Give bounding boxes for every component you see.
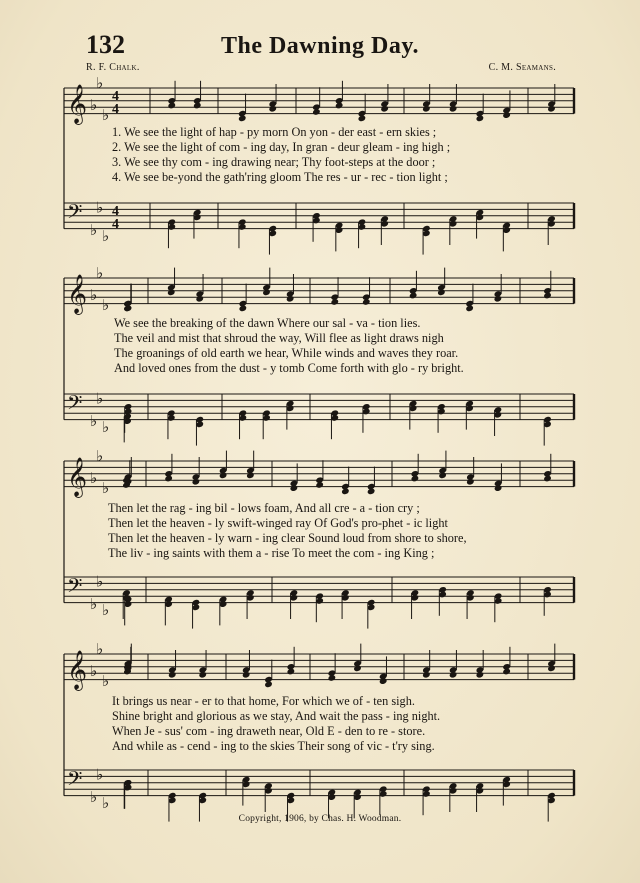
flat-icon: ♭	[90, 594, 98, 613]
note-head	[449, 105, 458, 113]
flat-icon: ♭	[90, 96, 98, 115]
treble-clef-icon: 𝄞	[67, 274, 88, 314]
note-head	[239, 305, 248, 313]
note-head	[290, 484, 299, 492]
note-head	[494, 295, 503, 303]
lyric-line: The groanings of old earth we hear, While winds and waves they roar.	[114, 346, 459, 360]
note-head	[262, 289, 271, 297]
note-head	[330, 298, 339, 306]
copyright-notice: Copyright, 1906, by Chas. H. Woodman.	[238, 814, 402, 824]
note-head	[380, 105, 389, 113]
note-head	[246, 472, 255, 480]
flat-icon: ♭	[96, 572, 104, 591]
note-head	[264, 681, 273, 689]
note-head	[192, 478, 201, 486]
flat-icon: ♭	[90, 411, 98, 430]
note-head	[287, 668, 296, 676]
note-head	[123, 305, 132, 313]
flat-icon: ♭	[96, 263, 104, 282]
note-head	[502, 111, 511, 119]
lyric-line: Then let the heaven - ly swift-winged ray Of God's pro-phet - ic light	[108, 516, 448, 530]
note-head	[164, 475, 173, 483]
note-head	[422, 671, 431, 679]
note-head	[476, 671, 485, 679]
hymn-title: The Dawning Day.	[220, 33, 420, 59]
treble-clef-icon: 𝄞	[67, 84, 88, 124]
note-head	[341, 488, 350, 496]
note-head	[502, 668, 511, 676]
lyric-line: 1. We see the light of hap - py morn On yon - der east - ern skies ;	[112, 125, 437, 139]
flat-icon: ♭	[102, 105, 110, 124]
note-head	[438, 472, 447, 480]
flat-icon: ♭	[102, 227, 110, 246]
flat-icon: ♭	[102, 295, 110, 314]
bass-clef-icon: 𝄢	[67, 574, 83, 602]
note-head	[547, 665, 556, 673]
flat-icon: ♭	[102, 418, 110, 437]
note-head	[367, 488, 376, 496]
flat-icon: ♭	[96, 389, 104, 408]
note-head	[494, 484, 503, 492]
lyric-line: When Je - sus' com - ing draweth near, Old E - den to re - store.	[112, 724, 426, 738]
lyricist-credit: R. F. Chalk.	[86, 62, 140, 73]
note-head	[167, 102, 176, 110]
time-signature: 4	[112, 89, 119, 104]
note-head	[286, 295, 295, 303]
note-head	[312, 108, 321, 116]
note-head	[379, 677, 388, 685]
flat-icon: ♭	[102, 794, 110, 813]
note-head	[465, 305, 474, 313]
note-head	[315, 481, 324, 489]
note-head	[409, 292, 418, 300]
time-signature: 4	[112, 217, 119, 232]
lyric-line: 4. We see be-yond the gath'ring gloom The res - ur - rec - tion light ;	[112, 170, 448, 184]
flat-icon: ♭	[96, 73, 104, 92]
note-head	[353, 665, 362, 673]
note-head	[476, 115, 485, 123]
note-head	[195, 295, 204, 303]
lyric-line: And while as - cend - ing to the skies Their song of vic - t'ry sing.	[112, 739, 435, 753]
flat-icon: ♭	[90, 286, 98, 305]
lyric-line: Then let the heaven - ly warn - ing clear Sound loud from shore to shore,	[108, 531, 467, 545]
bass-clef-icon: 𝄢	[67, 391, 83, 419]
treble-clef-icon: 𝄞	[67, 650, 88, 690]
flat-icon: ♭	[102, 671, 110, 690]
note-head	[547, 105, 556, 113]
flat-icon: ♭	[90, 220, 98, 239]
note-head	[219, 472, 228, 480]
flat-icon: ♭	[96, 639, 104, 658]
bass-clef-icon: 𝄢	[67, 200, 83, 228]
lyric-line: We see the breaking of the dawn Where our sal - va - tion lies.	[114, 316, 421, 330]
flat-icon: ♭	[90, 469, 98, 488]
treble-clef-icon: 𝄞	[67, 457, 88, 497]
lyric-line: 3. We see thy com - ing drawing near; Thy foot-steps at the door ;	[112, 155, 436, 169]
note-head	[411, 475, 420, 483]
note-head	[466, 478, 475, 486]
lyric-line: Then let the rag - ing bil - lows foam, And all cre - a - tion cry ;	[108, 501, 420, 515]
note-head	[362, 298, 371, 306]
note-head	[437, 289, 446, 297]
note-head	[238, 115, 247, 123]
note-head	[167, 289, 176, 297]
lyric-line: And loved ones from the dust - y tomb Come forth with glo - ry bright.	[114, 361, 464, 375]
hymn-number: 132	[86, 30, 125, 59]
note-head	[242, 671, 251, 679]
time-signature: 4	[112, 204, 119, 219]
lyric-line: 2. We see the light of com - ing day, In gran - deur gleam - ing high ;	[112, 140, 451, 154]
note-head	[543, 292, 552, 300]
lyric-line: The liv - ing saints with them a - rise To meet the com - ing King ;	[108, 546, 435, 560]
bass-clef-icon: 𝄢	[67, 767, 83, 795]
flat-icon: ♭	[102, 601, 110, 620]
note-head	[543, 475, 552, 483]
flat-icon: ♭	[90, 662, 98, 681]
flat-icon: ♭	[96, 765, 104, 784]
note-head	[168, 671, 177, 679]
lyric-line: It brings us near - er to that home, For which we of - ten sigh.	[112, 694, 415, 708]
note-head	[193, 102, 202, 110]
note-head	[328, 674, 337, 682]
note-head	[198, 671, 207, 679]
time-signature: 4	[112, 102, 119, 117]
note-head	[449, 671, 458, 679]
note-head	[335, 102, 344, 110]
note-head	[422, 105, 431, 113]
note-head	[268, 105, 277, 113]
flat-icon: ♭	[102, 478, 110, 497]
composer-credit: C. M. Seamans.	[488, 62, 556, 73]
lyric-line: The veil and mist that shroud the way, Will flee as light draws nigh	[114, 331, 444, 345]
flat-icon: ♭	[96, 446, 104, 465]
note-head	[358, 115, 367, 123]
flat-icon: ♭	[96, 198, 104, 217]
lyric-line: Shine bright and glorious as we stay, And wait the pass - ing night.	[112, 709, 441, 723]
flat-icon: ♭	[90, 787, 98, 806]
